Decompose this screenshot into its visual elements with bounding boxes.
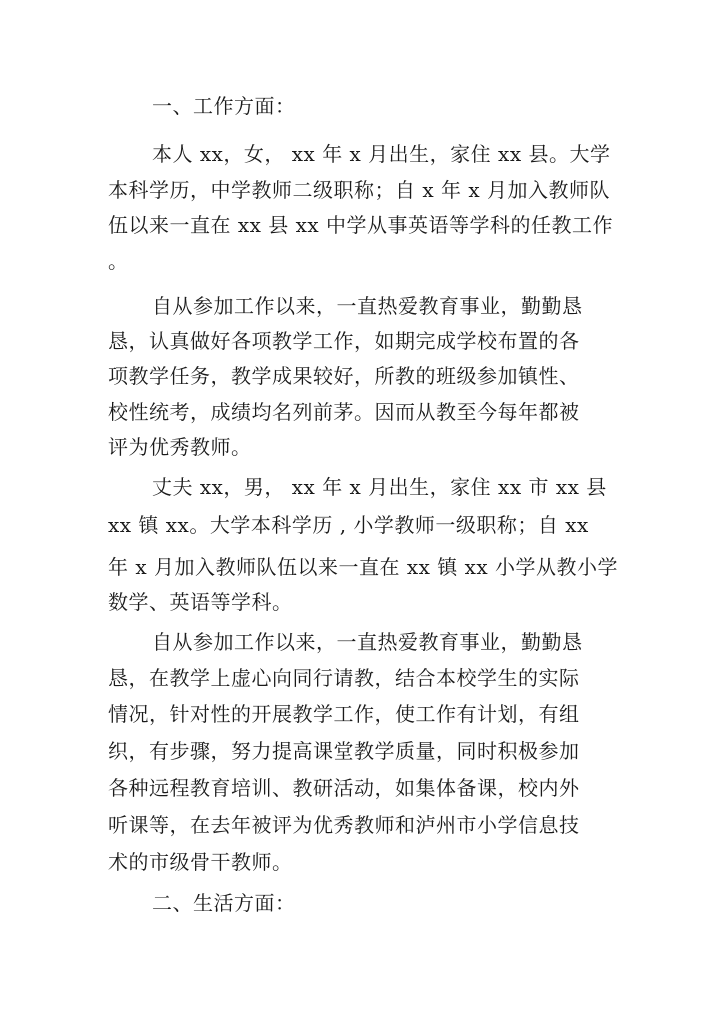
paragraph-line: 织，有步骤，努力提高课堂教学质量，同时积极参加 (108, 739, 580, 763)
paragraph-line: 年 x 月加入教师队伍以来一直在 xx 镇 xx 小学从教小学 (108, 555, 619, 579)
paragraph-line: 项教学任务，教学成果较好，所教的班级参加镇性、 (108, 364, 580, 388)
paragraph-line: 恳，在教学上虚心向同行请教，结合本校学生的实际 (108, 666, 580, 690)
paragraph-line: 校性统考，成绩均名列前茅。因而从教至今每年都被 (108, 400, 580, 424)
paragraph-line: 自从参加工作以来，一直热爱教育事业，勤勤恳 (152, 630, 583, 654)
section-heading-work (0, 92, 720, 120)
heading-text: 二、生活方面： (152, 891, 296, 915)
paragraph-line: 情况，针对性的开展教学工作，使工作有计划，有组 (108, 702, 580, 726)
paragraph-line: 本人 xx，女， xx 年 x 月出生，家住 xx 县。大学 (152, 142, 611, 166)
paragraph-line: 丈夫 xx，男， xx 年 x 月出生，家住 xx 市 xx 县 (152, 475, 607, 499)
paragraph-line: 自从参加工作以来，一直热爱教育事业，勤勤恳 (152, 294, 583, 318)
section-heading-life (0, 889, 720, 917)
paragraph-line: 术的市级骨干教师。 (108, 850, 293, 874)
paragraph-line: 本科学历，中学教师二级职称；自 x 年 x 月加入教师队 (108, 178, 610, 202)
paragraph-line: 。 (108, 249, 129, 273)
paragraph-line: 评为优秀教师。 (108, 435, 252, 459)
paragraph-line: 数学、英语等学科。 (108, 590, 293, 614)
paragraph-line: xx 镇 xx。大学本科学历 , 小学教师一级职称；自 xx (108, 513, 589, 537)
paragraph-line: 恳，认真做好各项教学工作，如期完成学校布置的各 (108, 329, 580, 353)
heading-text: 一、工作方面： (152, 94, 296, 118)
paragraph-line: 听课等，在去年被评为优秀教师和泸州市小学信息技 (108, 813, 580, 837)
paragraph-line: 各种远程教育培训、教研活动，如集体备课，校内外 (108, 776, 580, 800)
paragraph-line: 伍以来一直在 xx 县 xx 中学从事英语等学科的任教工作 (108, 213, 614, 237)
